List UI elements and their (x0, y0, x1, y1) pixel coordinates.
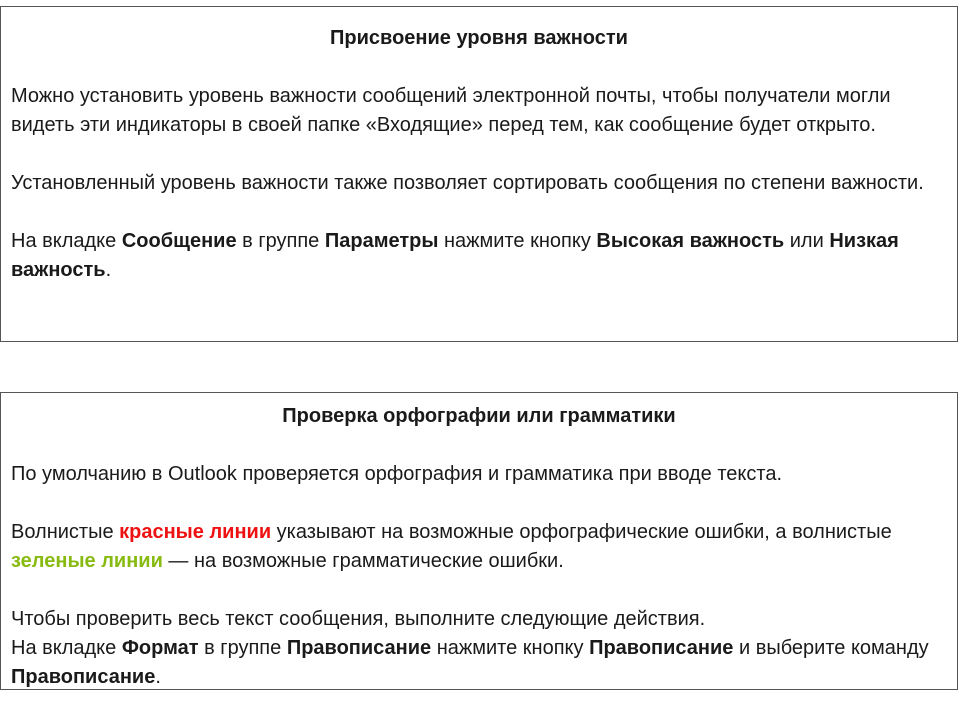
paragraph-check-all: Чтобы проверить весь текст сообщения, выполните следующие действия. (11, 608, 706, 630)
spelling-grammar-section (0, 392, 958, 690)
paragraph-default-check: По умолчанию в Outlook проверяется орфография и грамматика при вводе текста. (11, 463, 783, 485)
text-fragment: . (105, 259, 112, 281)
button-name-low: Низкая важность (11, 230, 899, 281)
button-name: Правописание (589, 637, 734, 659)
tab-name: Сообщение (121, 230, 237, 252)
paragraph-sorting: Установленный уровень важности также позволяет сортировать сообщения по степени важности. (11, 172, 924, 194)
paragraph-underlines (11, 518, 947, 576)
button-name-high: Высокая важность (596, 230, 785, 252)
tab-name: Формат (121, 637, 199, 659)
paragraph-instructions (11, 634, 947, 692)
text-fragment: На вкладке (11, 230, 122, 252)
text-fragment: На вкладке (11, 637, 122, 659)
section-title: Присвоение уровня важности (330, 27, 628, 49)
text-fragment: или (784, 230, 830, 252)
text-fragment: в группе (198, 637, 287, 659)
green-lines-label: зеленые линии (11, 550, 163, 572)
text-fragment: — на возможные грамматические ошибки. (162, 550, 564, 572)
section-title: Проверка орфографии или грамматики (282, 405, 676, 427)
text-fragment: и выберите команду (733, 637, 929, 659)
group-name: Правописание (286, 637, 432, 659)
group-name: Параметры (324, 230, 439, 252)
command-name: Правописание (11, 666, 156, 688)
paragraph-intro: Можно установить уровень важности сообщений электронной почты, чтобы получатели могли видеть эти индикаторы в своей папке «Входящие» перед тем, как сообщение будет открыто. (11, 85, 891, 136)
text-fragment: нажмите кнопку (438, 230, 597, 252)
text-fragment: . (155, 666, 161, 688)
text-fragment: нажмите кнопку (431, 637, 590, 659)
text-fragment: Волнистые (11, 521, 120, 543)
paragraph-instructions (11, 227, 947, 285)
text-fragment: указывают на возможные орфографические ошибки, а волнистые (271, 521, 892, 543)
text-fragment: в группе (236, 230, 325, 252)
red-lines-label: красные линии (119, 521, 272, 543)
importance-level-section (0, 6, 958, 342)
